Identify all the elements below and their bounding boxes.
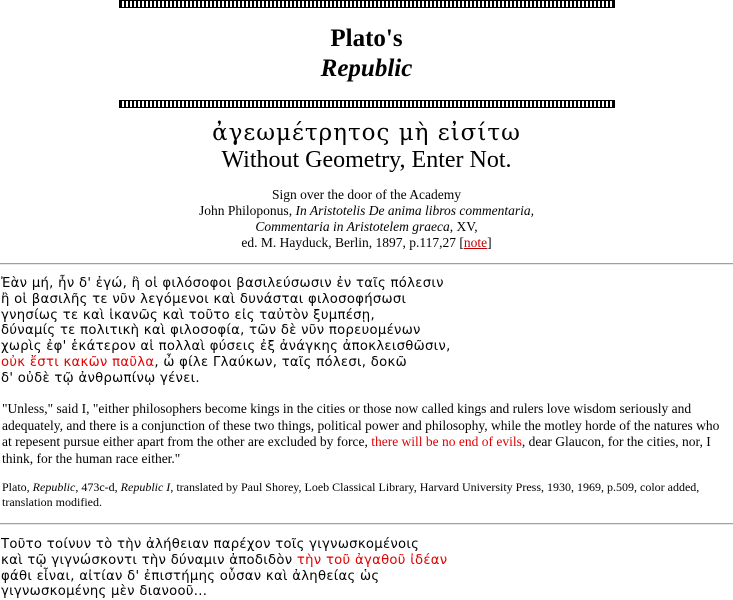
greek-line: χωρὶς ἐφ' ἑκάτερον αἱ πολλαὶ φύσεις ἐξ ἀνάγκης ἀποκλεισθῶσιν, <box>1 339 451 355</box>
greek-line: Τοῦτο τοίνυν τὸ τὴν ἀλήθειαν παρέχον τοῖς γιγνωσκομένοις <box>1 537 420 552</box>
greek-key-border-top <box>119 0 615 8</box>
highlighted-greek-2: τὴν τοῦ ἀγαθοῦ ἰδέαν <box>296 552 448 568</box>
greek-passage-1 <box>1 276 451 387</box>
source-line-3: Commentaria in Aristotelem graeca, XV, <box>255 219 478 234</box>
greek-line: δ' οὐδὲ τῷ ἀνθρωπίνῳ γένει. <box>1 370 200 386</box>
greek-line: φάθι εἶναι, αἰτίαν δ' ἐπιστήμης οὖσαν καὶ ἀληθείας ὡς <box>1 568 380 584</box>
page-subtitle: Republic <box>320 55 413 82</box>
note-link[interactable]: note <box>463 235 488 250</box>
highlighted-greek: οὐκ ἔστι κακῶν παῦλα <box>1 354 155 370</box>
source-line-2: John Philoponus, In Aristotelis De anima libros commentaria, <box>199 203 534 218</box>
greek-key-border-middle <box>119 100 615 108</box>
english-translation-1: "Unless," said I, "either philosophers become kings in the cities or those now called kings and rulers love wisdom seriously and adequately, and there is a conjunction of these two things, political power and philosophy, while the motley horde of the natures who at repesent pursue either apart from the other are excluded by force, there will be no end of evils, dear Glaucon, for the cities, nor, I think, for the human race either." <box>2 401 720 466</box>
citation-1: Plato, Republic, 473c-d, Republic I, translated by Paul Shorey, Loeb Classical Library, Harvard University Press, 1930, 1969, p.509, color added, translation modified. <box>2 480 700 509</box>
greek-line: ἢ οἱ βασιλῆς τε νῦν λεγόμενοι καὶ δυνάσται φιλοσοφήσωσι <box>1 291 407 307</box>
greek-line: καὶ τῷ γιγνώσκοντι τὴν δύναμιν ἀποδιδὸν τὴν τοῦ ἀγαθοῦ ἰδέαν <box>1 552 448 568</box>
greek-line: δύναμίς τε πολιτικὴ καὶ φιλοσοφία, τῶν δὲ νῦν πορευομένων <box>1 323 421 339</box>
greek-line: γιγνωσκομένης μὲν διανοοῦ... <box>1 584 208 600</box>
motto-greek: ἀγεωμέτρητος μὴ εἰσίτω <box>212 120 521 146</box>
greek-line: οὐκ ἔστι κακῶν παῦλα, ὦ φίλε Γλαύκων, ταῖς πόλεσι, δοκῶ <box>1 354 407 370</box>
motto-english: Without Geometry, Enter Not. <box>221 147 512 173</box>
divider-2 <box>0 523 733 525</box>
divider-1 <box>0 263 733 265</box>
greek-passage-2 <box>1 537 447 600</box>
motto-source <box>0 187 733 251</box>
greek-line: Ἐὰν μή, ἦν δ' ἐγώ, ἢ οἱ φιλόσοφοι βασιλεύσωσιν ἐν ταῖς πόλεσιν <box>1 276 444 291</box>
source-line-4: ed. M. Hayduck, Berlin, 1897, p.117,27 [note] <box>241 235 492 250</box>
page-title: Plato's <box>330 25 403 52</box>
source-line-1: Sign over the door of the Academy <box>272 187 461 202</box>
highlighted-english: there will be no end of evils <box>371 434 522 449</box>
greek-line: γνησίως τε καὶ ἱκανῶς καὶ τοῦτο εἰς ταὐτὸν ξυμπέσῃ, <box>1 307 375 323</box>
